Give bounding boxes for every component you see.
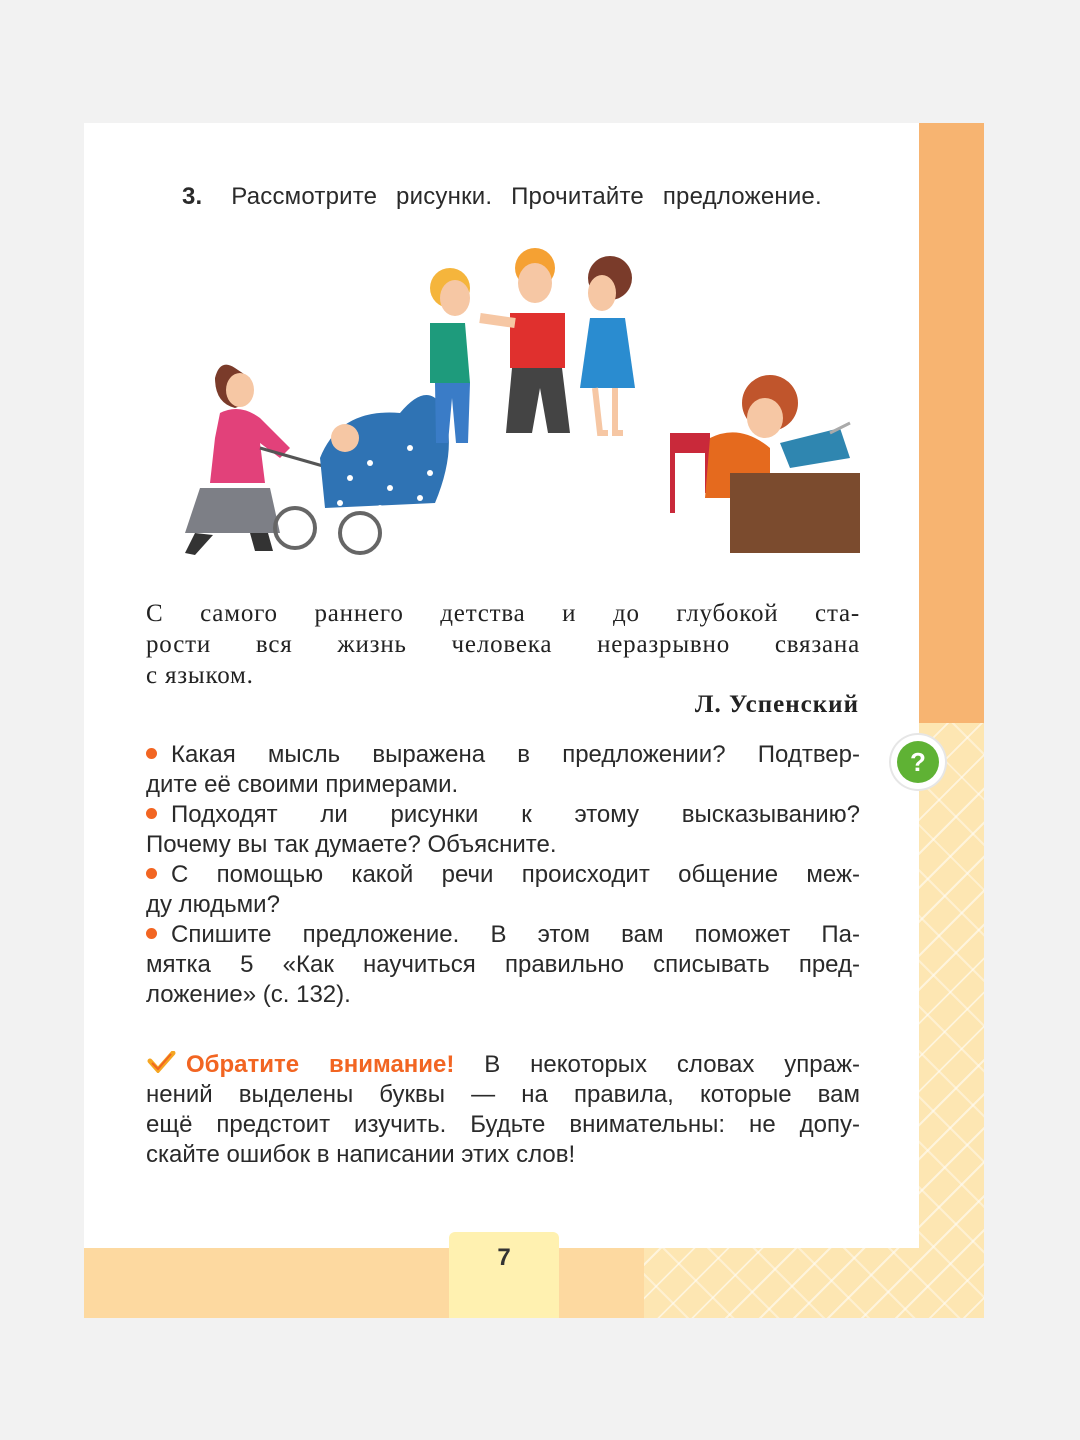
- bullet-icon: [146, 748, 157, 759]
- question-item: [146, 800, 860, 860]
- question-text: дите её своими примерами.: [146, 771, 459, 798]
- question-badge: [891, 735, 945, 789]
- quote-line: С самого раннего детства и до глубокой ста-: [146, 600, 860, 627]
- question-item: [146, 740, 860, 800]
- exercise-instruction: Рассмотрите рисунки. Прочитайте предложение.: [231, 183, 822, 210]
- questions-list: [146, 740, 860, 1010]
- attention-label: Обратите внимание!: [186, 1051, 455, 1078]
- bullet-icon: [146, 868, 157, 879]
- question-text: ду людьми?: [146, 891, 280, 918]
- bullet-icon: [146, 808, 157, 819]
- note-text: нений выделены буквы — на правила, которые вам: [146, 1081, 860, 1108]
- attention-note: [146, 1050, 860, 1170]
- exercise-number: 3.: [182, 183, 203, 210]
- question-text: Какая мысль выражена в предложении? Подтвер-: [171, 741, 860, 768]
- checkmark-icon: [146, 1051, 176, 1073]
- quote-line: с языком.: [146, 662, 254, 689]
- question-mark-icon: ?: [897, 741, 939, 783]
- question-text: Спишите предложение. В этом вам поможет Па-: [171, 921, 860, 948]
- question-text: Почему вы так думаете? Объясните.: [146, 831, 557, 858]
- question-text: Подходят ли рисунки к этому высказыванию?: [171, 801, 860, 828]
- question-text: ложение» (с. 132).: [146, 981, 351, 1008]
- question-text: мятка 5 «Как научиться правильно списывать пред-: [146, 951, 860, 978]
- page-number: 7: [449, 1232, 559, 1318]
- quote-block: [146, 598, 860, 691]
- boy-reading-image: [670, 375, 860, 553]
- question-item: [146, 860, 860, 920]
- woman-with-pram-image: [185, 365, 449, 555]
- bullet-icon: [146, 928, 157, 939]
- note-text: В некоторых словах упраж-: [484, 1051, 861, 1078]
- quote-author: Л. Успенский: [694, 691, 859, 718]
- quote-line: рости вся жизнь человека неразрывно связана: [146, 631, 860, 658]
- question-item: [146, 920, 860, 1010]
- question-text: С помощью какой речи происходит общение меж-: [171, 861, 860, 888]
- exercise-illustration: [140, 248, 862, 563]
- children-talking-image: [430, 248, 635, 443]
- note-text: ещё предстоит изучить. Будьте внимательны: не допу-: [146, 1111, 860, 1138]
- exercise-header: [182, 183, 822, 211]
- note-text: скайте ошибок в написании этих слов!: [146, 1141, 576, 1168]
